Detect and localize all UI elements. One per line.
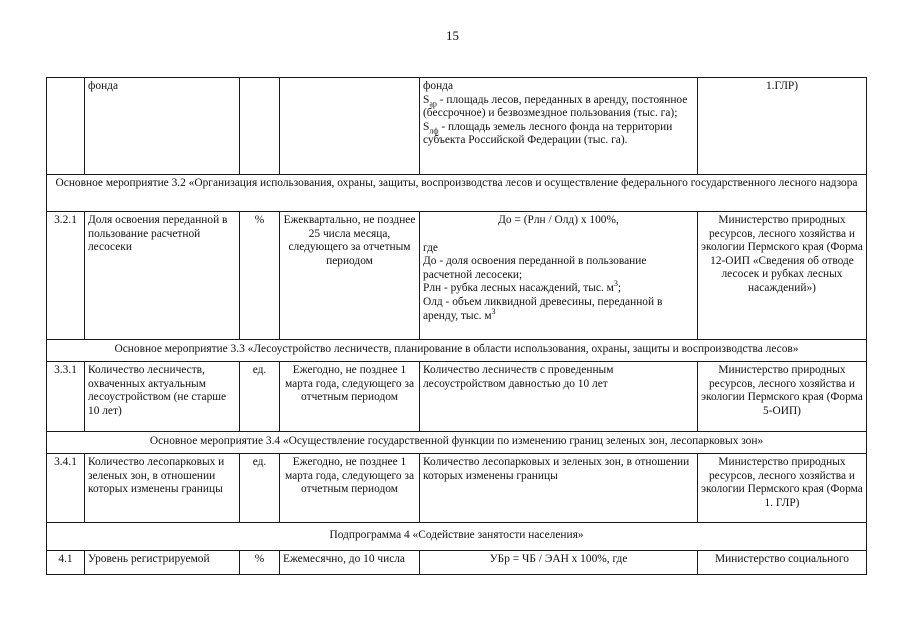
formula-main: До = (Рлн / Олд) х 100%, bbox=[498, 214, 619, 226]
unit: % bbox=[240, 551, 280, 575]
indicators-table bbox=[46, 77, 867, 575]
formula-line: До - доля освоения переданной в пользование расчетной лесосеки; bbox=[423, 255, 647, 281]
section-row bbox=[47, 523, 867, 551]
section-row bbox=[47, 432, 867, 454]
table-row bbox=[47, 362, 867, 432]
section-row bbox=[47, 340, 867, 362]
formula-cell bbox=[420, 78, 698, 175]
period: Ежегодно, не позднее 1 марта года, следующего за отчетным периодом bbox=[280, 454, 420, 523]
row-number: 3.2.1 bbox=[47, 212, 85, 340]
unit bbox=[240, 78, 280, 175]
data-source: Министерство природных ресурсов, лесного хозяйства и экологии Пермского края (Форма 12-ОИП «Сведения об отводе лесосек и рубках лесных насаждений») bbox=[698, 212, 867, 340]
section-row bbox=[47, 175, 867, 212]
indicator-name: фонда bbox=[85, 78, 240, 175]
formula-cell bbox=[420, 362, 698, 432]
indicator-name: Доля освоения переданной в пользование расчетной лесосеки bbox=[85, 212, 240, 340]
formula-line: Олд - объем ликвидной древесины, переданной в аренду, тыс. $м^3$ bbox=[423, 295, 663, 322]
formula-line: $S_{ар}$ - площадь лесов, переданных в аренду, постоянное (бессрочное) и безвозмездное пользования (тыс. га); bbox=[423, 93, 688, 120]
indicator-name: Количество лесопарковых и зеленых зон, в отношении которых изменены границы bbox=[85, 454, 240, 523]
period: Ежеквартально, не позднее 25 числа месяца, следующего за отчетным периодом bbox=[280, 212, 420, 340]
formula-main: УБр = ЧБ / ЭАН х 100%, где bbox=[420, 551, 698, 575]
formula-cell bbox=[420, 454, 698, 523]
formula-line: Количество лесничеств с проведенным лесоустройством давностью до 10 лет bbox=[423, 364, 614, 390]
table-row bbox=[47, 454, 867, 523]
period: Ежемесячно, до 10 числа bbox=[280, 551, 420, 575]
unit: ед. bbox=[240, 454, 280, 523]
formula-cell bbox=[420, 212, 698, 340]
section-heading: Основное мероприятие 3.2 «Организация использования, охраны, защиты, воспроизводства лесов и осуществление федерального государственного лесного надзора bbox=[47, 175, 867, 212]
data-source: Министерство социального bbox=[698, 551, 867, 575]
data-source: Министерство природных ресурсов, лесного хозяйства и экологии Пермского края (Форма 5-ОИП) bbox=[698, 362, 867, 432]
formula-line: $S_{лф}$ - площадь земель лесного фонда на территории субъекта Российской Федерации (тыс. га). bbox=[423, 120, 673, 147]
indicator-name: Уровень регистрируемой bbox=[85, 551, 240, 575]
formula-line: Количество лесопарковых и зеленых зон, в отношении которых изменены границы bbox=[423, 456, 690, 482]
table-row bbox=[47, 212, 867, 340]
section-heading: Основное мероприятие 3.3 «Лесоустройство лесничеств, планирование в области использования, охраны, защиты и воспроизводства лесов» bbox=[47, 340, 867, 362]
period bbox=[280, 78, 420, 175]
unit: ед. bbox=[240, 362, 280, 432]
row-number: 3.4.1 bbox=[47, 454, 85, 523]
formula-line: где bbox=[423, 241, 438, 254]
formula-line: фонда bbox=[423, 80, 454, 92]
table-row bbox=[47, 551, 867, 575]
data-source: 1.ГЛР) bbox=[698, 78, 867, 175]
unit: % bbox=[240, 212, 280, 340]
row-number: 3.3.1 bbox=[47, 362, 85, 432]
section-heading: Основное мероприятие 3.4 «Осуществление государственной функции по изменению границ зеленых зон, лесопарковых зон» bbox=[47, 432, 867, 454]
table-row bbox=[47, 78, 867, 175]
data-source: Министерство природных ресурсов, лесного хозяйства и экологии Пермского края (Форма 1. ГЛР) bbox=[698, 454, 867, 523]
row-number bbox=[47, 78, 85, 175]
row-number: 4.1 bbox=[47, 551, 85, 575]
page-number: 15 bbox=[446, 28, 459, 43]
formula-line: Рлн - рубка лесных насаждений, тыс. $м^3$; bbox=[423, 279, 621, 295]
indicator-name: Количество лесничеств, охваченных актуальным лесоустройством (не старше 10 лет) bbox=[85, 362, 240, 432]
section-heading: Подпрограмма 4 «Содействие занятости населения» bbox=[47, 523, 867, 551]
period: Ежегодно, не позднее 1 марта года, следующего за отчетным периодом bbox=[280, 362, 420, 432]
